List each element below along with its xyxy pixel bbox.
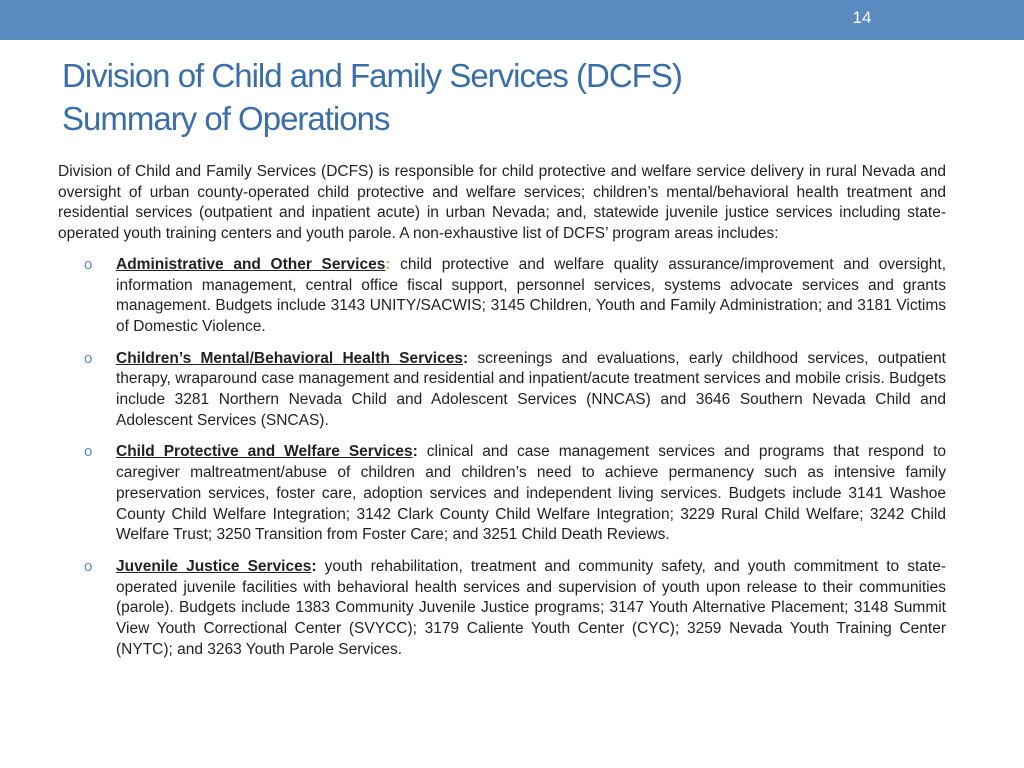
program-area-text: child protective and welfare quality assurance/improvement and oversight, information management, central office fiscal support, personnel services, systems advocate services and grants management. Budgets include 3143 UNITY/SACWIS; 3145 Children, Youth and Family Administration; and 3181 Victims of Domestic Violence. — [116, 255, 946, 335]
list-item — [58, 557, 946, 661]
slide-number: 14 — [852, 8, 872, 27]
circle-bullet-icon: o — [84, 349, 93, 367]
page-title-line-2: Summary of Operations — [62, 100, 390, 137]
circle-bullet-icon: o — [84, 557, 93, 575]
program-area-title: Juvenile Justice Services — [116, 557, 312, 575]
program-areas-list — [58, 255, 946, 661]
content-body — [58, 162, 946, 671]
program-area-colon: : — [412, 443, 418, 461]
circle-bullet-icon: o — [84, 255, 93, 273]
program-area-title: Administrative and Other Services — [116, 255, 386, 273]
list-item — [58, 255, 946, 338]
program-area-title: Children’s Mental/Behavioral Health Services — [116, 349, 463, 367]
program-area-colon: : — [311, 557, 317, 575]
circle-bullet-icon: o — [84, 443, 93, 461]
list-item — [58, 349, 946, 432]
program-area-text: youth rehabilitation, treatment and community safety, and youth commitment to state-operated juvenile facilities with behavioral health services and supervision of youth upon release to their communities (parole). Budgets include 1383 Community Juvenile Justice programs; 3147 Youth Alternative Placement; 3148 Summit View Youth Correctional Center (SVYCC); 3179 Caliente Youth Center (CYC); 3259 Nevada Youth Training Center (NYTC); and 3263 Youth Parole Services. — [116, 557, 946, 658]
program-area-colon: : — [462, 349, 469, 367]
program-area-text: screenings and evaluations, early childhood services, outpatient therapy, wraparound case management and residential and inpatient/acute treatment services and mobile crisis. Budgets include 3281 Northern Nevada Child and Adolescent Services (NNCAS) and 3646 Southern Nevada Child and Adolescent Services (SNCAS). — [116, 349, 946, 429]
page-title — [62, 54, 962, 140]
program-area-text: clinical and case management services and programs that respond to caregiver maltreatment/abuse of children and children’s need to achieve permanency such as intensive family preservation services, foster care, adoption services and independent living services. Budgets include 3141 Washoe County Child Welfare Integration; 3142 Clark County Child Welfare Integration; 3229 Rural Child Welfare; 3242 Child Welfare Trust; 3250 Transition from Foster Care; and 3251 Child Death Reviews. — [116, 443, 946, 544]
list-item — [58, 442, 946, 546]
header-bar — [0, 0, 1024, 40]
intro-paragraph: Division of Child and Family Services (DCFS) is responsible for child protective and welfare service delivery in rural Nevada and oversight of urban county-operated child protective and welfare services; children’s mental/behavioral health treatment and residential services (outpatient and inpatient acute) in urban Nevada; and, statewide juvenile justice services including state-operated youth training centers and youth parole. A non-exhaustive list of DCFS’ program areas includes: — [58, 163, 946, 243]
program-area-title: Child Protective and Welfare Services — [116, 443, 413, 461]
page-title-line-1: Division of Child and Family Services (DCFS) — [62, 57, 682, 94]
program-area-colon: : — [385, 255, 391, 273]
